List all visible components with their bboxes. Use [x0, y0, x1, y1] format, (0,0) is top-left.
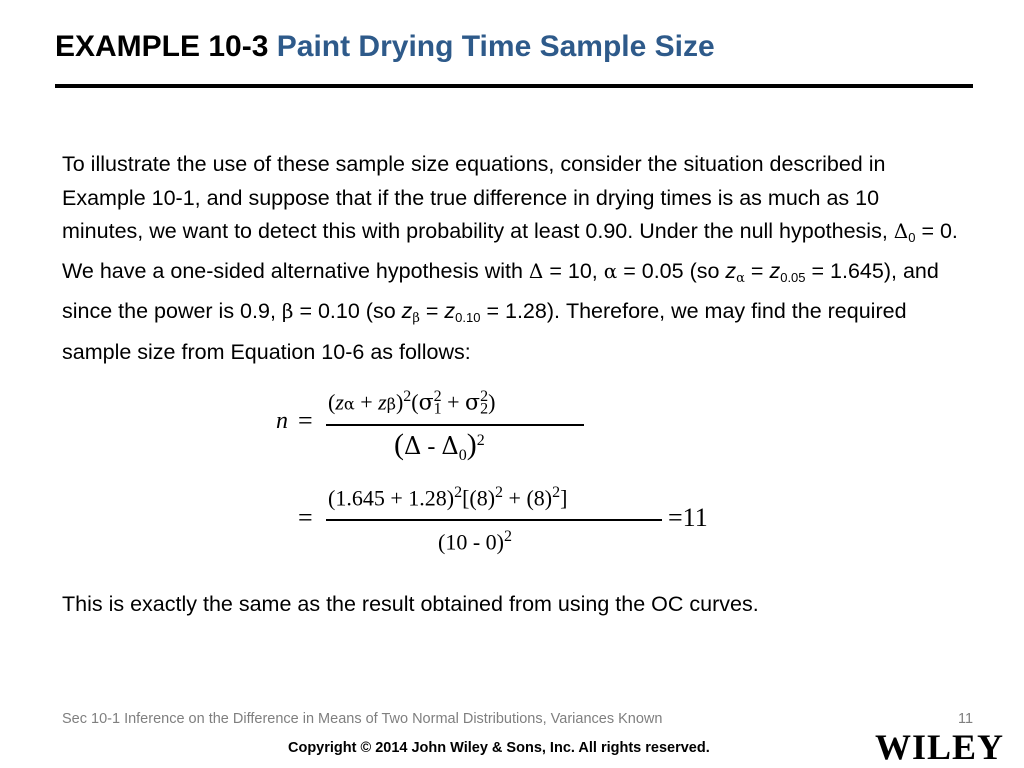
page-number: 11	[958, 711, 974, 727]
sup-2: 2	[495, 484, 504, 501]
z-symbol: z	[769, 258, 781, 283]
eq2-result: =11	[668, 503, 708, 532]
paren: (	[394, 428, 404, 461]
beta-subscript: β	[412, 311, 420, 326]
sub-1: 1	[433, 400, 442, 418]
eq-numerator	[328, 388, 495, 418]
sub-0: 0	[458, 447, 467, 464]
title-divider	[55, 84, 973, 88]
subscript-010: 0.10	[455, 310, 481, 325]
plus: +	[360, 389, 373, 415]
para-text-3: = 10,	[543, 258, 604, 283]
num-b: [(8)	[462, 485, 496, 511]
para-text-6: = 0.10 (so	[293, 299, 402, 323]
sub-2: 2	[480, 400, 489, 418]
copyright-notice: Copyright © 2014 John Wiley & Sons, Inc. All rights reserved.	[288, 740, 710, 756]
alpha-symbol: α	[603, 258, 618, 283]
eq-denominator	[394, 428, 485, 465]
sup-2: 2	[552, 484, 561, 501]
subscript-005: 0.05	[780, 269, 806, 285]
alpha-subscript: α	[736, 270, 745, 286]
beta: β	[386, 394, 396, 414]
sup-2: 2	[433, 388, 442, 405]
paren: (	[328, 389, 336, 415]
paren: )	[466, 428, 477, 461]
eq-equals: =	[298, 406, 313, 435]
num-d: ]	[560, 485, 568, 511]
para-text-4: = 0.05 (so	[617, 258, 726, 283]
title-prefix: EXAMPLE 10-3	[55, 30, 269, 63]
paren: (	[411, 389, 419, 415]
sup-2: 2	[476, 432, 485, 449]
beta-symbol: β	[281, 299, 294, 323]
wiley-logo: WILEY	[875, 727, 1005, 767]
delta: Δ	[441, 432, 459, 460]
slide-title	[55, 30, 715, 64]
para-text-5: = 1.645), and since the power is 0.9,	[62, 258, 939, 323]
delta-symbol: Δ	[893, 219, 909, 243]
alpha: α	[343, 394, 355, 414]
paren: )	[488, 389, 496, 415]
minus: -	[427, 434, 436, 460]
eq2-denominator	[438, 528, 512, 555]
den: (10 - 0)	[438, 529, 504, 555]
equals-sign: =	[419, 299, 445, 323]
closing-statement: This is exactly the same as the result obtained from using the OC curves.	[62, 592, 759, 616]
sigma: σ	[418, 390, 434, 416]
sup-2: 2	[480, 388, 489, 405]
eq2-numerator	[328, 484, 567, 511]
sup-2: 2	[503, 528, 512, 545]
sigma: σ	[465, 390, 481, 416]
plus: +	[447, 389, 460, 415]
delta: Δ	[404, 432, 422, 460]
fraction-bar-1	[326, 424, 584, 426]
sup-2: 2	[454, 484, 463, 501]
footer-section-title: Sec 10-1 Inference on the Difference in Means of Two Normal Distributions, Variances Known	[62, 711, 663, 727]
sup-2: 2	[403, 388, 412, 405]
z: z	[335, 389, 344, 415]
eq2-equals: =	[298, 503, 313, 532]
body-paragraph	[62, 148, 962, 369]
paren: )	[395, 389, 404, 415]
fraction-bar-2	[326, 519, 662, 521]
para-text-2: = 0. We have a one-sided alternative hypothesis with	[62, 219, 958, 283]
para-text-7: = 1.28). Therefore, we may find the required sample size from Equation 10-6 as follows:	[62, 299, 907, 364]
z-symbol: z	[444, 299, 456, 323]
z: z	[378, 389, 387, 415]
num-a: (1.645 + 1.28)	[328, 485, 455, 511]
num-c: + (8)	[508, 485, 553, 511]
eq-n: n	[276, 408, 288, 434]
title-main: Paint Drying Time Sample Size	[276, 30, 715, 63]
equals-sign: =	[744, 258, 770, 283]
z-symbol: z	[401, 299, 413, 323]
z-symbol: z	[725, 258, 737, 283]
subscript-0: 0	[908, 230, 916, 245]
delta-symbol: Δ	[528, 258, 544, 283]
para-text-1: To illustrate the use of these sample size equations, consider the situation described in Example 10-1, and suppose that if the true difference in drying times is as much as 10 minutes, we want to detect this with probability at least 0.90. Under the null hypothesis,	[62, 152, 894, 243]
